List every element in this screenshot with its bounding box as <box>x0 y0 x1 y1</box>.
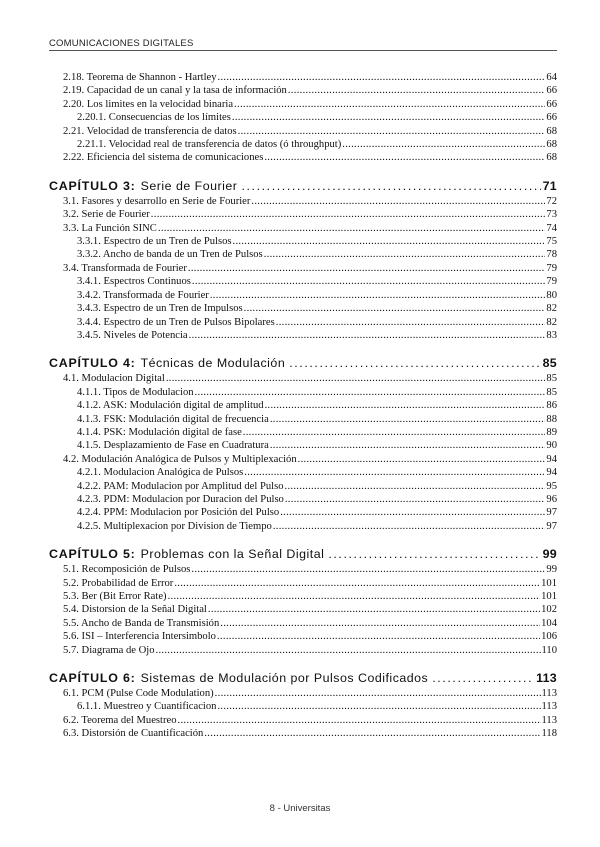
dot-leader <box>432 670 534 686</box>
toc-entry[interactable] <box>49 617 557 630</box>
toc-entry-page: 64 <box>546 72 557 83</box>
dot-leader <box>233 235 546 248</box>
toc-entry[interactable] <box>49 248 557 261</box>
toc-entry[interactable] <box>49 125 557 138</box>
page-footer: 8 - Universitas <box>269 803 331 814</box>
toc-entry-page: 75 <box>546 236 557 248</box>
toc-entry[interactable] <box>49 590 557 603</box>
toc-entry[interactable] <box>49 603 557 616</box>
toc-entry-page: 73 <box>546 209 557 221</box>
dot-leader <box>342 138 545 151</box>
toc-entry-title: 3.1. Fasores y desarrollo en Serie de Fourier <box>63 195 251 207</box>
toc-entry[interactable] <box>49 386 557 399</box>
dot-leader <box>289 355 540 371</box>
dot-leader <box>285 480 546 493</box>
toc-entry[interactable] <box>49 208 557 221</box>
chapter-title: Serie de Fourier <box>140 178 238 193</box>
toc-entry-page: 101 <box>541 591 557 602</box>
toc-entry[interactable] <box>49 372 557 385</box>
toc-entry-page: 66 <box>546 112 557 124</box>
toc-entry-title: 6.2. Teorema del Muestreo <box>63 714 177 726</box>
dot-leader <box>220 617 540 630</box>
dot-leader <box>265 399 546 412</box>
toc-entry-page: 68 <box>546 139 557 151</box>
toc-entry-title: 6.1. PCM (Pulse Code Modulation) <box>63 688 214 700</box>
toc-entry-title: 4.1. Modulacion Digital <box>63 373 165 385</box>
toc-entry-title: 3.3. La Función SINC <box>63 222 157 234</box>
dot-leader <box>238 125 546 138</box>
toc-entry[interactable] <box>49 289 557 302</box>
toc-entry-title: 2.20. Los limites en la velocidad binaria <box>63 98 234 110</box>
dot-leader <box>328 546 540 562</box>
toc-entry-title: 5.7. Diagrama de Ojo <box>63 644 155 656</box>
toc-entry[interactable] <box>49 71 557 84</box>
toc-entry-page: 96 <box>546 493 557 505</box>
toc-entry[interactable] <box>49 506 557 519</box>
dot-leader <box>243 426 546 439</box>
toc-entry-title: 5.6. ISI – Interferencia Intersimbolo <box>63 631 216 643</box>
toc-entry-page: 113 <box>541 714 557 726</box>
toc-entry-page: 97 <box>546 507 557 519</box>
toc-entry-page: 82 <box>546 316 557 328</box>
toc-entry-title: 4.2. Modulación Analógica de Pulsos y Multiplexación <box>63 453 297 465</box>
toc-entry[interactable] <box>49 111 557 124</box>
toc-chapters <box>49 178 557 741</box>
toc-entry-page: 94 <box>546 467 557 479</box>
toc-entry-title: 4.1.3. FSK: Modulación digital de frecuencia <box>77 413 269 425</box>
toc-entry-title: 2.20.1. Consecuencias de los límites <box>77 112 231 124</box>
toc-entry-title: 2.21. Velocidad de transferencia de datos <box>63 125 237 137</box>
dot-leader <box>270 439 546 452</box>
toc-entry[interactable] <box>49 453 557 466</box>
toc-entry[interactable] <box>49 275 557 288</box>
dot-leader <box>298 453 546 466</box>
dot-leader <box>204 727 540 740</box>
toc-entry-page: 101 <box>541 577 557 589</box>
toc-entry-title: 4.2.1. Modulacion Analógica de Pulsos <box>77 467 244 479</box>
dot-leader <box>276 316 546 329</box>
chapter-page: 71 <box>542 178 557 193</box>
dot-leader <box>166 372 546 385</box>
toc-entry-page: 94 <box>546 453 557 465</box>
toc-entry-page: 74 <box>546 222 557 234</box>
toc-entry-page: 95 <box>546 480 557 492</box>
toc-entry-page: 106 <box>541 631 557 643</box>
toc-entry[interactable] <box>49 302 557 315</box>
dot-leader <box>270 413 546 426</box>
dot-leader <box>189 329 546 342</box>
toc-entry-title: 3.3.1. Espectro de un Tren de Pulsos <box>77 236 232 248</box>
toc-entry-title: 3.4.3. Espectro de un Tren de Impulsos <box>77 303 243 315</box>
dot-leader <box>264 248 546 261</box>
toc-entry-page: 80 <box>546 289 557 301</box>
chapter-number: CAPÍTULO 5: <box>49 547 136 562</box>
toc-entry-title: 4.2.5. Multiplexacion por Division de Tiempo <box>77 520 272 532</box>
toc-entry-page: 113 <box>541 701 557 713</box>
toc-entry-page: 104 <box>541 617 557 629</box>
chapter-heading[interactable] <box>49 670 557 686</box>
toc-entry-title: 4.2.2. PAM: Modulacion por Amplitud del Pulso <box>77 480 284 492</box>
toc-entry[interactable] <box>49 700 557 713</box>
toc-entry[interactable] <box>49 138 557 151</box>
toc-entry-page: 99 <box>546 564 557 576</box>
dot-leader <box>264 151 545 164</box>
toc-entry-title: 5.5. Ancho de Banda de Transmisión <box>63 617 220 629</box>
toc-entry[interactable] <box>49 727 557 740</box>
dot-leader <box>280 506 545 519</box>
toc-entry-page: 82 <box>546 303 557 315</box>
toc-entry[interactable] <box>49 480 557 493</box>
toc-entry-page: 113 <box>541 688 557 700</box>
dot-leader <box>208 603 540 616</box>
dot-leader <box>218 71 546 84</box>
toc-entry[interactable] <box>49 644 557 657</box>
toc-entry-page: 66 <box>546 85 557 97</box>
toc-entry-title: 2.19. Capacidad de un canal y la tasa de información <box>63 85 287 97</box>
toc-entry-page: 72 <box>546 195 557 207</box>
toc-entry[interactable] <box>49 222 557 235</box>
toc-entry[interactable] <box>49 577 557 590</box>
running-header: COMUNICACIONES DIGITALES <box>49 38 194 49</box>
toc-entry-page: 85 <box>546 373 557 385</box>
toc-entry[interactable] <box>49 98 557 111</box>
dot-leader <box>210 289 546 302</box>
toc-entry-page: 85 <box>546 386 557 398</box>
toc-entry-title: 4.1.5. Desplazamiento de Fase en Cuadratura <box>77 440 269 452</box>
toc-entry-page: 78 <box>546 249 557 261</box>
toc-entry-page: 97 <box>546 520 557 532</box>
toc-entry-page: 83 <box>546 329 557 341</box>
dot-leader <box>232 111 546 124</box>
toc-entry[interactable] <box>49 714 557 727</box>
dot-leader <box>241 178 540 194</box>
toc-entry[interactable] <box>49 439 557 452</box>
toc-entry-title: 3.2. Serie de Fourier <box>63 209 150 221</box>
chapter-page: 85 <box>542 356 557 371</box>
dot-leader <box>192 275 546 288</box>
toc-entry-title: 5.3. Ber (Bit Error Rate) <box>63 591 167 602</box>
dot-leader <box>273 520 546 533</box>
toc-entry[interactable] <box>49 493 557 506</box>
toc-entry[interactable] <box>49 687 557 700</box>
toc-entry-page: 110 <box>541 644 557 656</box>
toc-entry[interactable] <box>49 466 557 479</box>
dot-leader <box>215 687 541 700</box>
toc-entry-title: 6.3. Distorsión de Cuantificación <box>63 728 204 740</box>
toc-entry-title: 3.3.2. Ancho de banda de un Tren de Pulsos <box>77 249 263 261</box>
toc-entry[interactable] <box>49 84 557 97</box>
toc-entry-title: 4.1.4. PSK: Modulación digital de fase <box>77 426 242 438</box>
chapter-heading[interactable] <box>49 546 557 562</box>
dot-leader <box>178 714 541 727</box>
dot-leader <box>158 222 546 235</box>
toc-entry[interactable] <box>49 630 557 643</box>
chapter-number: CAPÍTULO 4: <box>49 356 136 371</box>
toc-entry-title: 4.1.2. ASK: Modulación digital de amplitud <box>77 400 264 412</box>
dot-leader <box>285 493 546 506</box>
toc-entry-title: 4.2.3. PDM: Modulacion por Duracion del Pulso <box>77 493 284 505</box>
toc-entry-page: 79 <box>546 262 557 274</box>
dot-leader <box>156 644 541 657</box>
toc-entry-title: 4.2.4. PPM: Modulacion por Posición del Pulso <box>77 507 280 519</box>
dot-leader <box>188 262 546 275</box>
dot-leader <box>244 466 545 479</box>
toc-entry[interactable] <box>49 316 557 329</box>
toc-entry-page: 90 <box>546 440 557 452</box>
toc-entry-page: 68 <box>546 125 557 137</box>
dot-leader <box>174 577 540 590</box>
toc-entry-title: 5.4. Distorsion de la Señal Digital <box>63 604 207 616</box>
toc-entry[interactable] <box>49 563 557 576</box>
toc-intro-section <box>49 71 557 165</box>
toc-entry[interactable] <box>49 399 557 412</box>
toc-entry-page: 66 <box>546 98 557 110</box>
toc-entry[interactable] <box>49 413 557 426</box>
chapter-page: 99 <box>542 547 557 562</box>
toc-entry-page: 118 <box>541 728 557 740</box>
toc-entry-title: 5.2. Probabilidad de Error <box>63 577 174 589</box>
toc-entry-page: 102 <box>541 604 557 616</box>
toc-entry[interactable] <box>49 235 557 248</box>
toc-entry-page: 68 <box>546 152 557 164</box>
toc-entry-title: 3.4.1. Espectros Continuos <box>77 276 191 288</box>
chapter-page: 113 <box>536 671 557 686</box>
toc-entry-title: 5.1. Recomposición de Pulsos <box>63 564 191 576</box>
dot-leader <box>251 195 545 208</box>
dot-leader <box>234 98 545 111</box>
dot-leader <box>244 302 546 315</box>
dot-leader <box>288 84 546 97</box>
toc-entry-title: 2.22. Eficiencia del sistema de comunicaciones <box>63 152 264 164</box>
toc-entry-title: 3.4. Transformada de Fourier <box>63 262 187 274</box>
chapter-heading[interactable] <box>49 355 557 371</box>
toc-entry-title: 2.18. Teorema de Shannon - Hartley <box>63 72 217 83</box>
toc-entry[interactable] <box>49 195 557 208</box>
chapter-heading[interactable] <box>49 178 557 194</box>
toc-entry-page: 89 <box>546 426 557 438</box>
dot-leader <box>191 563 545 576</box>
header-divider <box>49 50 557 51</box>
chapter-number: CAPÍTULO 3: <box>49 178 136 193</box>
toc-entry[interactable] <box>49 426 557 439</box>
toc-entry[interactable] <box>49 520 557 533</box>
toc-entry-title: 4.1.1. Tipos de Modulacion <box>77 386 194 398</box>
toc-entry-title: 3.4.5. Niveles de Potencia <box>77 329 188 341</box>
dot-leader <box>151 208 546 221</box>
toc-entry[interactable] <box>49 151 557 164</box>
chapter-title: Técnicas de Modulación <box>140 356 286 371</box>
dot-leader <box>217 700 540 713</box>
toc-entry-page: 88 <box>546 413 557 425</box>
toc-entry-title: 3.4.2. Transformada de Fourier <box>77 289 209 301</box>
toc-entry-title: 3.4.4. Espectro de un Tren de Pulsos Bipolares <box>77 316 275 328</box>
chapter-title: Sistemas de Modulación por Pulsos Codificados <box>140 671 429 686</box>
chapter-number: CAPÍTULO 6: <box>49 671 136 686</box>
toc-entry[interactable] <box>49 262 557 275</box>
dot-leader <box>195 386 546 399</box>
toc-entry[interactable] <box>49 329 557 342</box>
toc-entry-page: 79 <box>546 276 557 288</box>
toc-entry-title: 6.1.1. Muestreo y Cuantificacion <box>77 701 217 713</box>
dot-leader <box>217 630 540 643</box>
toc-entry-page: 86 <box>546 400 557 412</box>
chapter-title: Problemas con la Señal Digital <box>140 547 325 562</box>
toc-entry-title: 2.21.1. Velocidad real de transferencia de datos (ó throughput) <box>77 139 342 151</box>
table-of-contents <box>49 71 557 741</box>
dot-leader <box>168 590 541 603</box>
